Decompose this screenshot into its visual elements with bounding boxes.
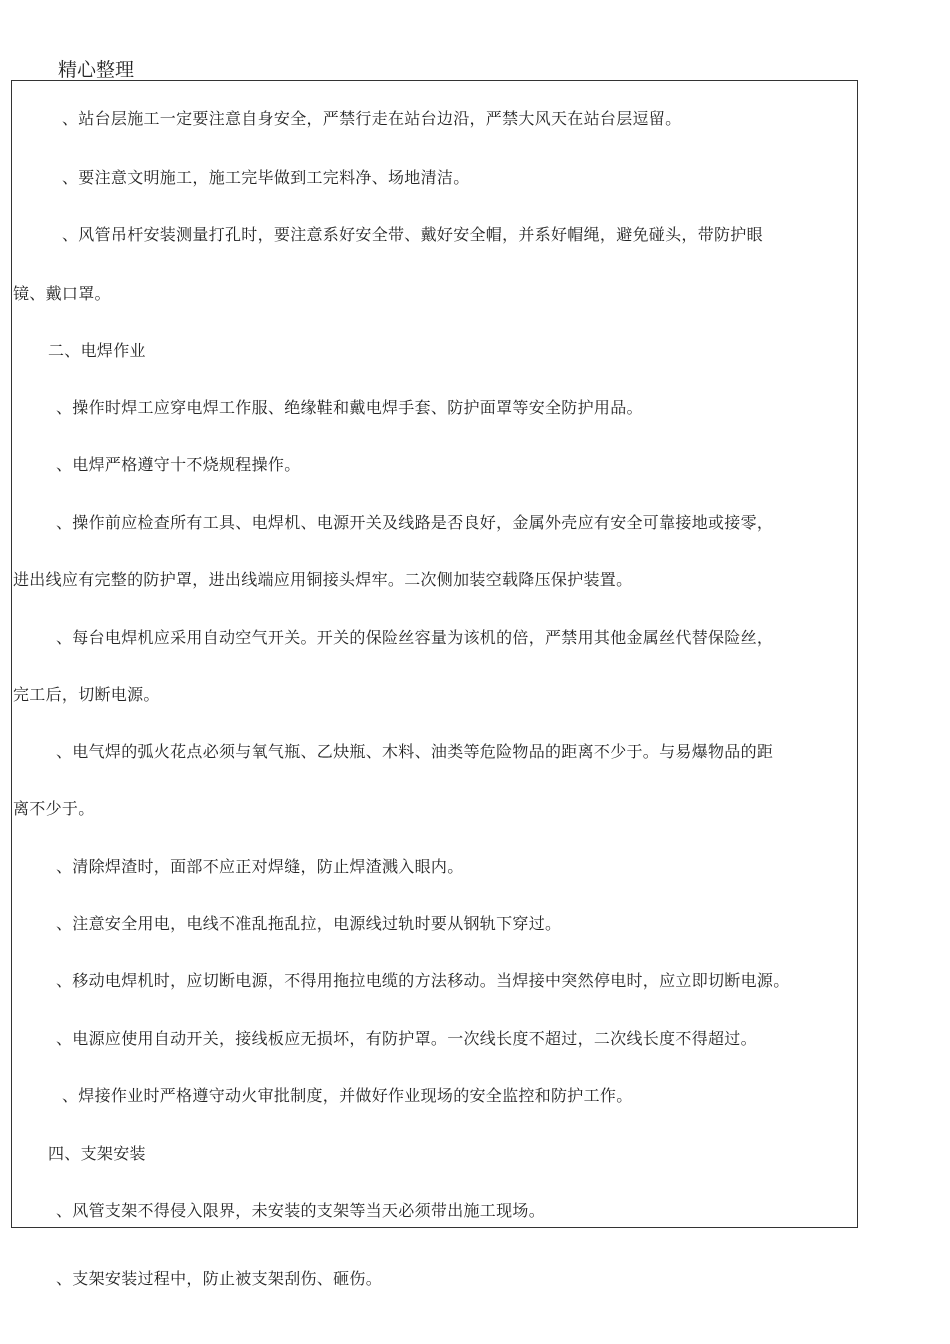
page-header-title: 精心整理: [58, 59, 135, 81]
text-line: 离不少于。: [13, 799, 95, 818]
text-line: 、焊接作业时严格遵守动火审批制度，并做好作业现场的安全监控和防护工作。: [62, 1086, 633, 1105]
text-line: 完工后，切断电源。: [13, 685, 160, 704]
section-heading: 二、电焊作业: [48, 341, 146, 360]
text-line: 、移动电焊机时，应切断电源，不得用拖拉电缆的方法移动。当焊接中突然停电时，应立即切断电源。: [56, 971, 790, 990]
text-line: 、电焊严格遵守十不烧规程操作。: [56, 455, 301, 474]
text-line: 、注意安全用电，电线不准乱拖乱拉，电源线过轨时要从钢轨下穿过。: [56, 914, 562, 933]
text-line-outside-frame: 、支架安装过程中，防止被支架刮伤、砸伤。: [56, 1269, 383, 1288]
text-line: 、每台电焊机应采用自动空气开关。开关的保险丝容量为该机的倍，严禁用其他金属丝代替保险丝，: [56, 628, 774, 647]
text-line: 、要注意文明施工，施工完毕做到工完料净、场地清洁。: [62, 168, 470, 187]
text-line: 、电源应使用自动开关，接线板应无损坏，有防护罩。一次线长度不超过，二次线长度不得超过。: [56, 1029, 757, 1048]
text-line: 镜、戴口罩。: [13, 284, 111, 303]
text-line: 、风管吊杆安装测量打孔时，要注意系好安全带、戴好安全帽，并系好帽绳，避免碰头，带防护眼: [62, 225, 763, 244]
text-line: 、风管支架不得侵入限界，未安装的支架等当天必须带出施工现场。: [56, 1201, 546, 1220]
text-line: 、操作时焊工应穿电焊工作服、绝缘鞋和戴电焊手套、防护面罩等安全防护用品。: [56, 398, 643, 417]
text-line: 、清除焊渣时，面部不应正对焊缝，防止焊渣溅入眼内。: [56, 857, 464, 876]
text-line: 、电气焊的弧火花点必须与氧气瓶、乙炔瓶、木料、油类等危险物品的距离不少于。与易爆物品的距: [56, 742, 774, 761]
section-heading: 四、支架安装: [48, 1144, 146, 1163]
text-line: 、站台层施工一定要注意自身安全，严禁行走在站台边沿，严禁大风天在站台层逗留。: [62, 109, 682, 128]
text-line: 进出线应有完整的防护罩，进出线端应用铜接头焊牢。二次侧加装空载降压保护装置。: [13, 570, 633, 589]
text-line: 、操作前应检查所有工具、电焊机、电源开关及线路是否良好，金属外壳应有安全可靠接地或接零，: [56, 513, 774, 532]
content-frame: [11, 80, 858, 1228]
